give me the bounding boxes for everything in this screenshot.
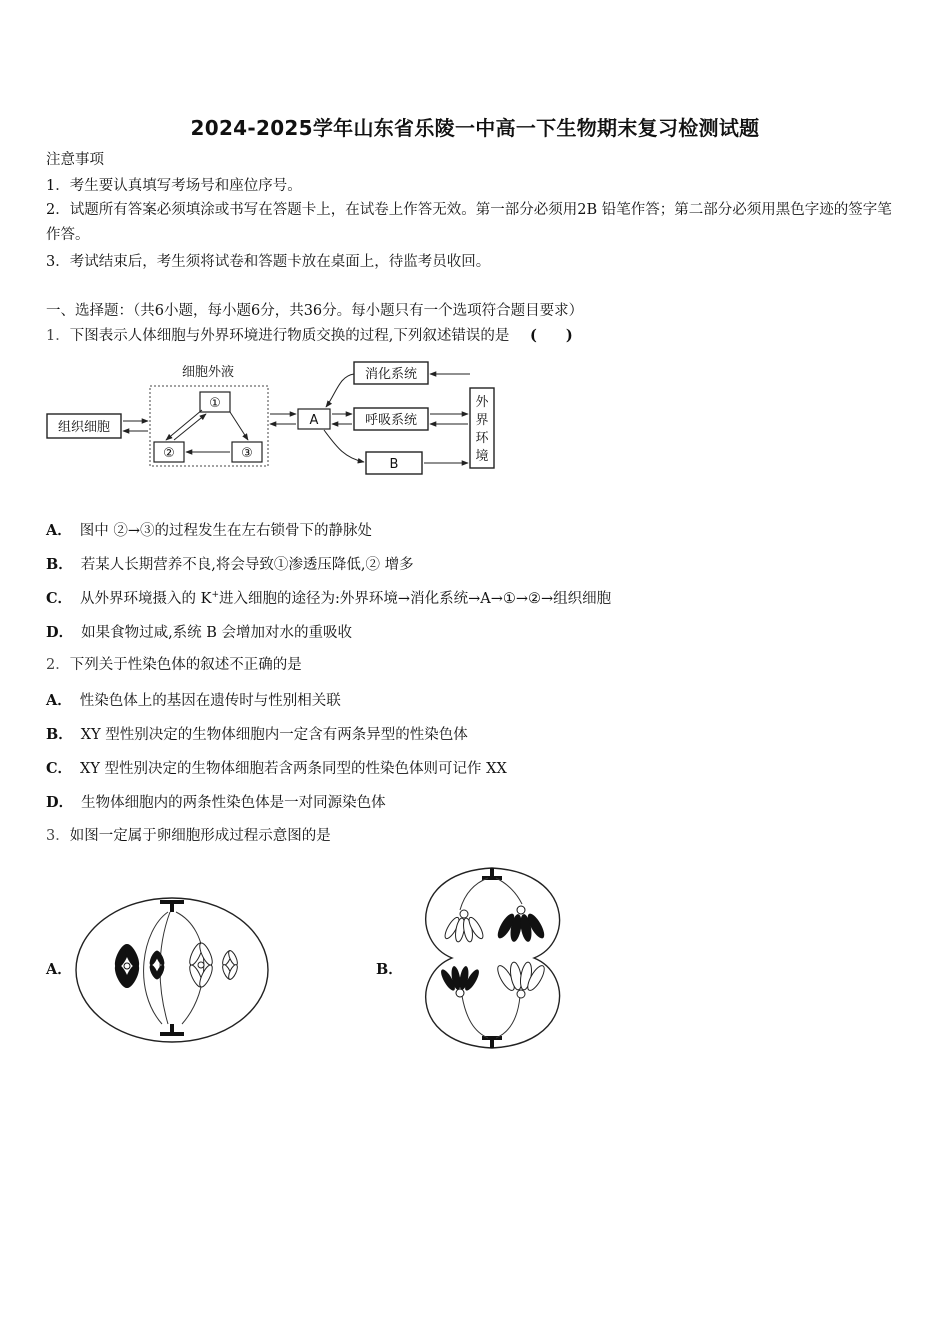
environment-char-1: 外 [475, 395, 489, 410]
cell-membrane [76, 898, 268, 1042]
tissue-cell-label: 组织细胞 [57, 420, 111, 435]
arrow-digestive-to-a [326, 374, 354, 407]
chromosome-light-top [443, 910, 486, 943]
question-2-option-b[interactable]: B． XY 型性别决定的生物体细胞内一定含有两条异型的性染色体 [46, 726, 468, 743]
spindle-fiber [496, 996, 520, 1038]
environment-char-2: 界 [475, 413, 489, 428]
question-1-stem: 1．下图表示人体细胞与外界环境进行物质交换的过程,下列叙述错误的是 ( ) [46, 327, 573, 344]
chromosome-dark-top [495, 906, 548, 943]
notice-item-1: 1．考生要认真填写考场号和座位序号。 [46, 178, 302, 194]
cell-membrane [426, 868, 560, 1048]
chromosome-light-small [221, 949, 239, 980]
chromosome-light-large [187, 941, 214, 988]
cell-figure-b [412, 862, 574, 1054]
spindle-pole-bottom [160, 1024, 184, 1034]
spindle-pole-bottom [482, 1038, 502, 1048]
spindle-pole-top [482, 868, 502, 878]
spindle-fiber [460, 878, 488, 910]
spindle-fiber [462, 996, 488, 1038]
question-1-option-c[interactable]: C． 从外界环境摄入的 K+进入细胞的途径为:外界环境→消化系统→A→①→②→组织细胞 [46, 590, 612, 607]
chromosome-light-bottom [495, 961, 548, 998]
answer-blank: ( ) [529, 327, 573, 344]
environment-char-4: 境 [475, 449, 489, 464]
node-b-label: B [389, 457, 399, 472]
question-2-option-c[interactable]: C． XY 型性别决定的生物体细胞若含两条同型的性染色体则可记作 XX [46, 760, 507, 777]
notice-item-3: 3．考试结束后，考生须将试卷和答题卡放在桌面上，待监考员收回。 [46, 254, 491, 270]
node-a-label: A [309, 413, 319, 428]
arrow-a-to-b [324, 430, 364, 462]
question-1-number: 1． [46, 328, 70, 344]
exchange-diagram [44, 354, 496, 480]
question-1-option-b[interactable]: B． 若某人长期营养不良,将会导致①渗透压降低,② 增多 [46, 556, 414, 573]
notice-item-2: 2．试题所有答案必须填涂或书写在答题卡上，在试卷上作答无效。第一部分必须用2B 铅笔作答；第二部分必须用黑色字迹的签字笔作答。 [46, 202, 892, 243]
question-2-option-a[interactable]: A． 性染色体上的基因在遗传时与性别相关联 [46, 692, 341, 709]
node-3-label: ③ [241, 446, 253, 461]
environment-char-3: 环 [475, 431, 489, 446]
question-3-stem: 3．如图一定属于卵细胞形成过程示意图的是 [46, 828, 331, 844]
question-3-option-b[interactable]: B． [376, 961, 403, 978]
question-2-stem: 2．下列关于性染色体的叙述不正确的是 [46, 657, 302, 673]
question-2-option-d[interactable]: D． 生物体细胞内的两条性染色体是一对同源染色体 [46, 794, 386, 811]
spindle-pole-top [160, 902, 184, 912]
extracellular-fluid-label: 细胞外液 [181, 365, 235, 380]
chromosome-dark-large [112, 942, 142, 990]
question-2-number: 2． [46, 657, 70, 673]
chromosome-dark-small [148, 949, 166, 980]
section-heading: 一、选择题：（共6小题，每小题6分，共36分。每小题只有一个选项符合题目要求） [46, 303, 584, 319]
chromosome-dark-bottom [439, 965, 482, 997]
question-3-option-a[interactable]: A． [46, 961, 72, 978]
respiratory-system-label: 呼吸系统 [364, 413, 418, 428]
notice-heading: 注意事项 [46, 152, 104, 168]
cell-figure-a [72, 890, 272, 1050]
question-3-number: 3． [46, 828, 70, 844]
spindle-fiber [496, 878, 522, 904]
page-title: 2024-2025学年山东省乐陵一中高一下生物期末复习检测试题 [190, 116, 760, 140]
question-1-option-a[interactable]: A． 图中 ②→③的过程发生在左右锁骨下的静脉处 [46, 522, 373, 539]
node-2-label: ② [163, 446, 175, 461]
digestive-system-label: 消化系统 [364, 367, 418, 382]
node-1-label: ① [209, 396, 221, 411]
question-1-option-d[interactable]: D． 如果食物过咸,系统 B 会增加对水的重吸收 [46, 624, 353, 641]
